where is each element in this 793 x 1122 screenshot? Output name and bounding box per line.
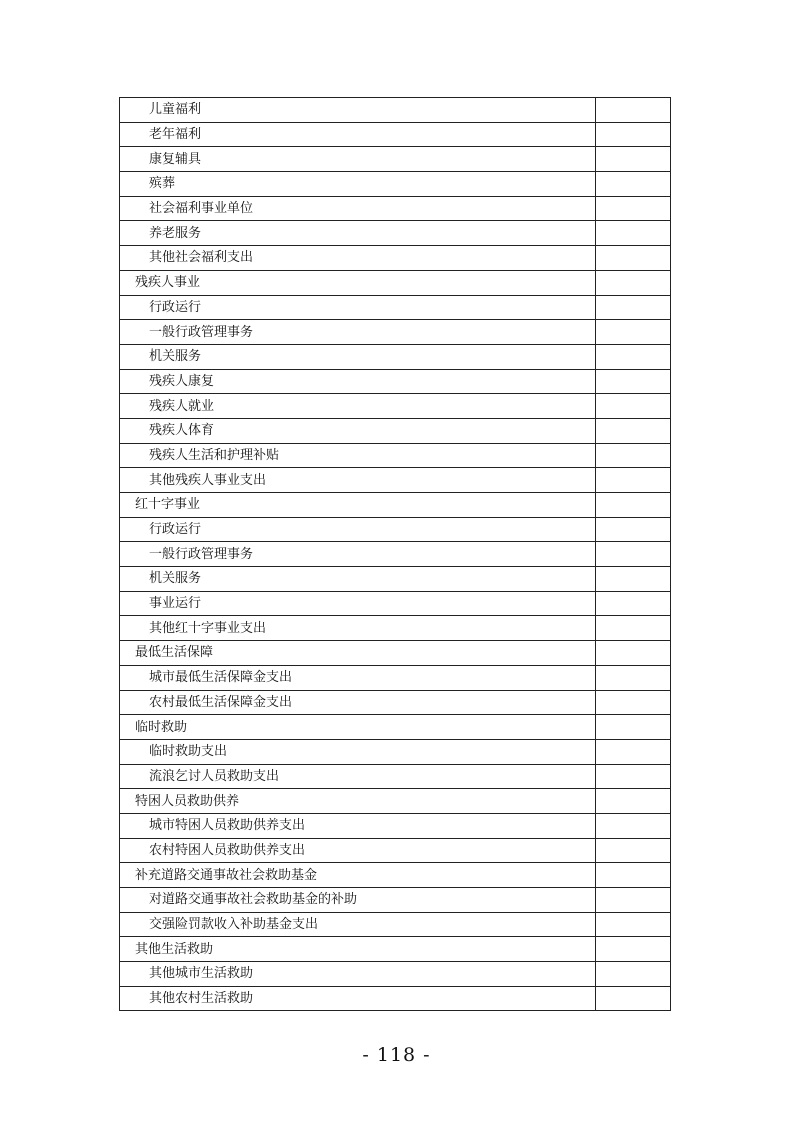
table-row xyxy=(120,394,671,419)
item-name-cell: 殡葬 xyxy=(120,172,596,197)
table-row xyxy=(120,739,671,764)
table-row xyxy=(120,172,671,197)
table-row xyxy=(120,320,671,345)
table-row xyxy=(120,962,671,987)
table-row xyxy=(120,344,671,369)
amount-cell xyxy=(596,715,671,740)
table-row xyxy=(120,295,671,320)
amount-cell xyxy=(596,986,671,1011)
item-name-cell: 机关服务 xyxy=(120,567,596,592)
item-name-cell: 儿童福利 xyxy=(120,98,596,123)
amount-cell xyxy=(596,295,671,320)
table-row xyxy=(120,888,671,913)
item-name-cell: 其他农村生活救助 xyxy=(120,986,596,1011)
item-name-cell: 临时救助支出 xyxy=(120,739,596,764)
item-name-cell: 最低生活保障 xyxy=(120,641,596,666)
item-name-cell: 行政运行 xyxy=(120,295,596,320)
table-row xyxy=(120,542,671,567)
table-row xyxy=(120,863,671,888)
amount-cell xyxy=(596,443,671,468)
table-row xyxy=(120,665,671,690)
amount-cell xyxy=(596,344,671,369)
item-name-cell: 城市特困人员救助供养支出 xyxy=(120,813,596,838)
item-name-cell: 对道路交通事故社会救助基金的补助 xyxy=(120,888,596,913)
item-name-cell: 其他生活救助 xyxy=(120,937,596,962)
item-name-cell: 临时救助 xyxy=(120,715,596,740)
item-name-cell: 其他残疾人事业支出 xyxy=(120,468,596,493)
page-number: - 118 - xyxy=(362,1044,431,1066)
table-row xyxy=(120,443,671,468)
table-row xyxy=(120,98,671,123)
table-row xyxy=(120,369,671,394)
amount-cell xyxy=(596,320,671,345)
item-name-cell: 红十字事业 xyxy=(120,493,596,518)
amount-cell xyxy=(596,493,671,518)
item-name-cell: 交强险罚款收入补助基金支出 xyxy=(120,912,596,937)
table-body xyxy=(120,98,671,1011)
amount-cell xyxy=(596,196,671,221)
table-row xyxy=(120,468,671,493)
amount-cell xyxy=(596,270,671,295)
table-row xyxy=(120,838,671,863)
table-row xyxy=(120,270,671,295)
amount-cell xyxy=(596,739,671,764)
item-name-cell: 事业运行 xyxy=(120,591,596,616)
amount-cell xyxy=(596,468,671,493)
item-name-cell: 其他城市生活救助 xyxy=(120,962,596,987)
amount-cell xyxy=(596,912,671,937)
item-name-cell: 残疾人生活和护理补贴 xyxy=(120,443,596,468)
amount-cell xyxy=(596,962,671,987)
amount-cell xyxy=(596,394,671,419)
table-row xyxy=(120,591,671,616)
amount-cell xyxy=(596,863,671,888)
item-name-cell: 机关服务 xyxy=(120,344,596,369)
table-row xyxy=(120,493,671,518)
table-row xyxy=(120,418,671,443)
amount-cell xyxy=(596,542,671,567)
item-name-cell: 行政运行 xyxy=(120,517,596,542)
item-name-cell: 流浪乞讨人员救助支出 xyxy=(120,764,596,789)
amount-cell xyxy=(596,937,671,962)
amount-cell xyxy=(596,813,671,838)
table-row xyxy=(120,517,671,542)
table-row xyxy=(120,764,671,789)
amount-cell xyxy=(596,369,671,394)
item-name-cell: 社会福利事业单位 xyxy=(120,196,596,221)
amount-cell xyxy=(596,122,671,147)
amount-cell xyxy=(596,418,671,443)
table-row xyxy=(120,641,671,666)
amount-cell xyxy=(596,98,671,123)
amount-cell xyxy=(596,789,671,814)
amount-cell xyxy=(596,147,671,172)
amount-cell xyxy=(596,690,671,715)
table-row xyxy=(120,196,671,221)
table-row xyxy=(120,912,671,937)
item-name-cell: 养老服务 xyxy=(120,221,596,246)
amount-cell xyxy=(596,616,671,641)
item-name-cell: 农村特困人员救助供养支出 xyxy=(120,838,596,863)
item-name-cell: 补充道路交通事故社会救助基金 xyxy=(120,863,596,888)
item-name-cell: 残疾人就业 xyxy=(120,394,596,419)
item-name-cell: 老年福利 xyxy=(120,122,596,147)
item-name-cell: 康复辅具 xyxy=(120,147,596,172)
amount-cell xyxy=(596,517,671,542)
amount-cell xyxy=(596,221,671,246)
amount-cell xyxy=(596,567,671,592)
amount-cell xyxy=(596,665,671,690)
item-name-cell: 一般行政管理事务 xyxy=(120,542,596,567)
table-row xyxy=(120,937,671,962)
amount-cell xyxy=(596,172,671,197)
item-name-cell: 残疾人体育 xyxy=(120,418,596,443)
amount-cell xyxy=(596,764,671,789)
amount-cell xyxy=(596,838,671,863)
amount-cell xyxy=(596,246,671,271)
item-name-cell: 残疾人康复 xyxy=(120,369,596,394)
table-row xyxy=(120,789,671,814)
budget-expenditure-table xyxy=(119,97,671,1011)
table-row xyxy=(120,813,671,838)
amount-cell xyxy=(596,641,671,666)
item-name-cell: 农村最低生活保障金支出 xyxy=(120,690,596,715)
item-name-cell: 其他社会福利支出 xyxy=(120,246,596,271)
table-row xyxy=(120,246,671,271)
table-row xyxy=(120,616,671,641)
amount-cell xyxy=(596,591,671,616)
table-row xyxy=(120,690,671,715)
item-name-cell: 城市最低生活保障金支出 xyxy=(120,665,596,690)
item-name-cell: 特困人员救助供养 xyxy=(120,789,596,814)
item-name-cell: 一般行政管理事务 xyxy=(120,320,596,345)
item-name-cell: 其他红十字事业支出 xyxy=(120,616,596,641)
table-row xyxy=(120,147,671,172)
table-row xyxy=(120,221,671,246)
table-row xyxy=(120,986,671,1011)
amount-cell xyxy=(596,888,671,913)
item-name-cell: 残疾人事业 xyxy=(120,270,596,295)
table-row xyxy=(120,122,671,147)
table-row xyxy=(120,567,671,592)
table-row xyxy=(120,715,671,740)
